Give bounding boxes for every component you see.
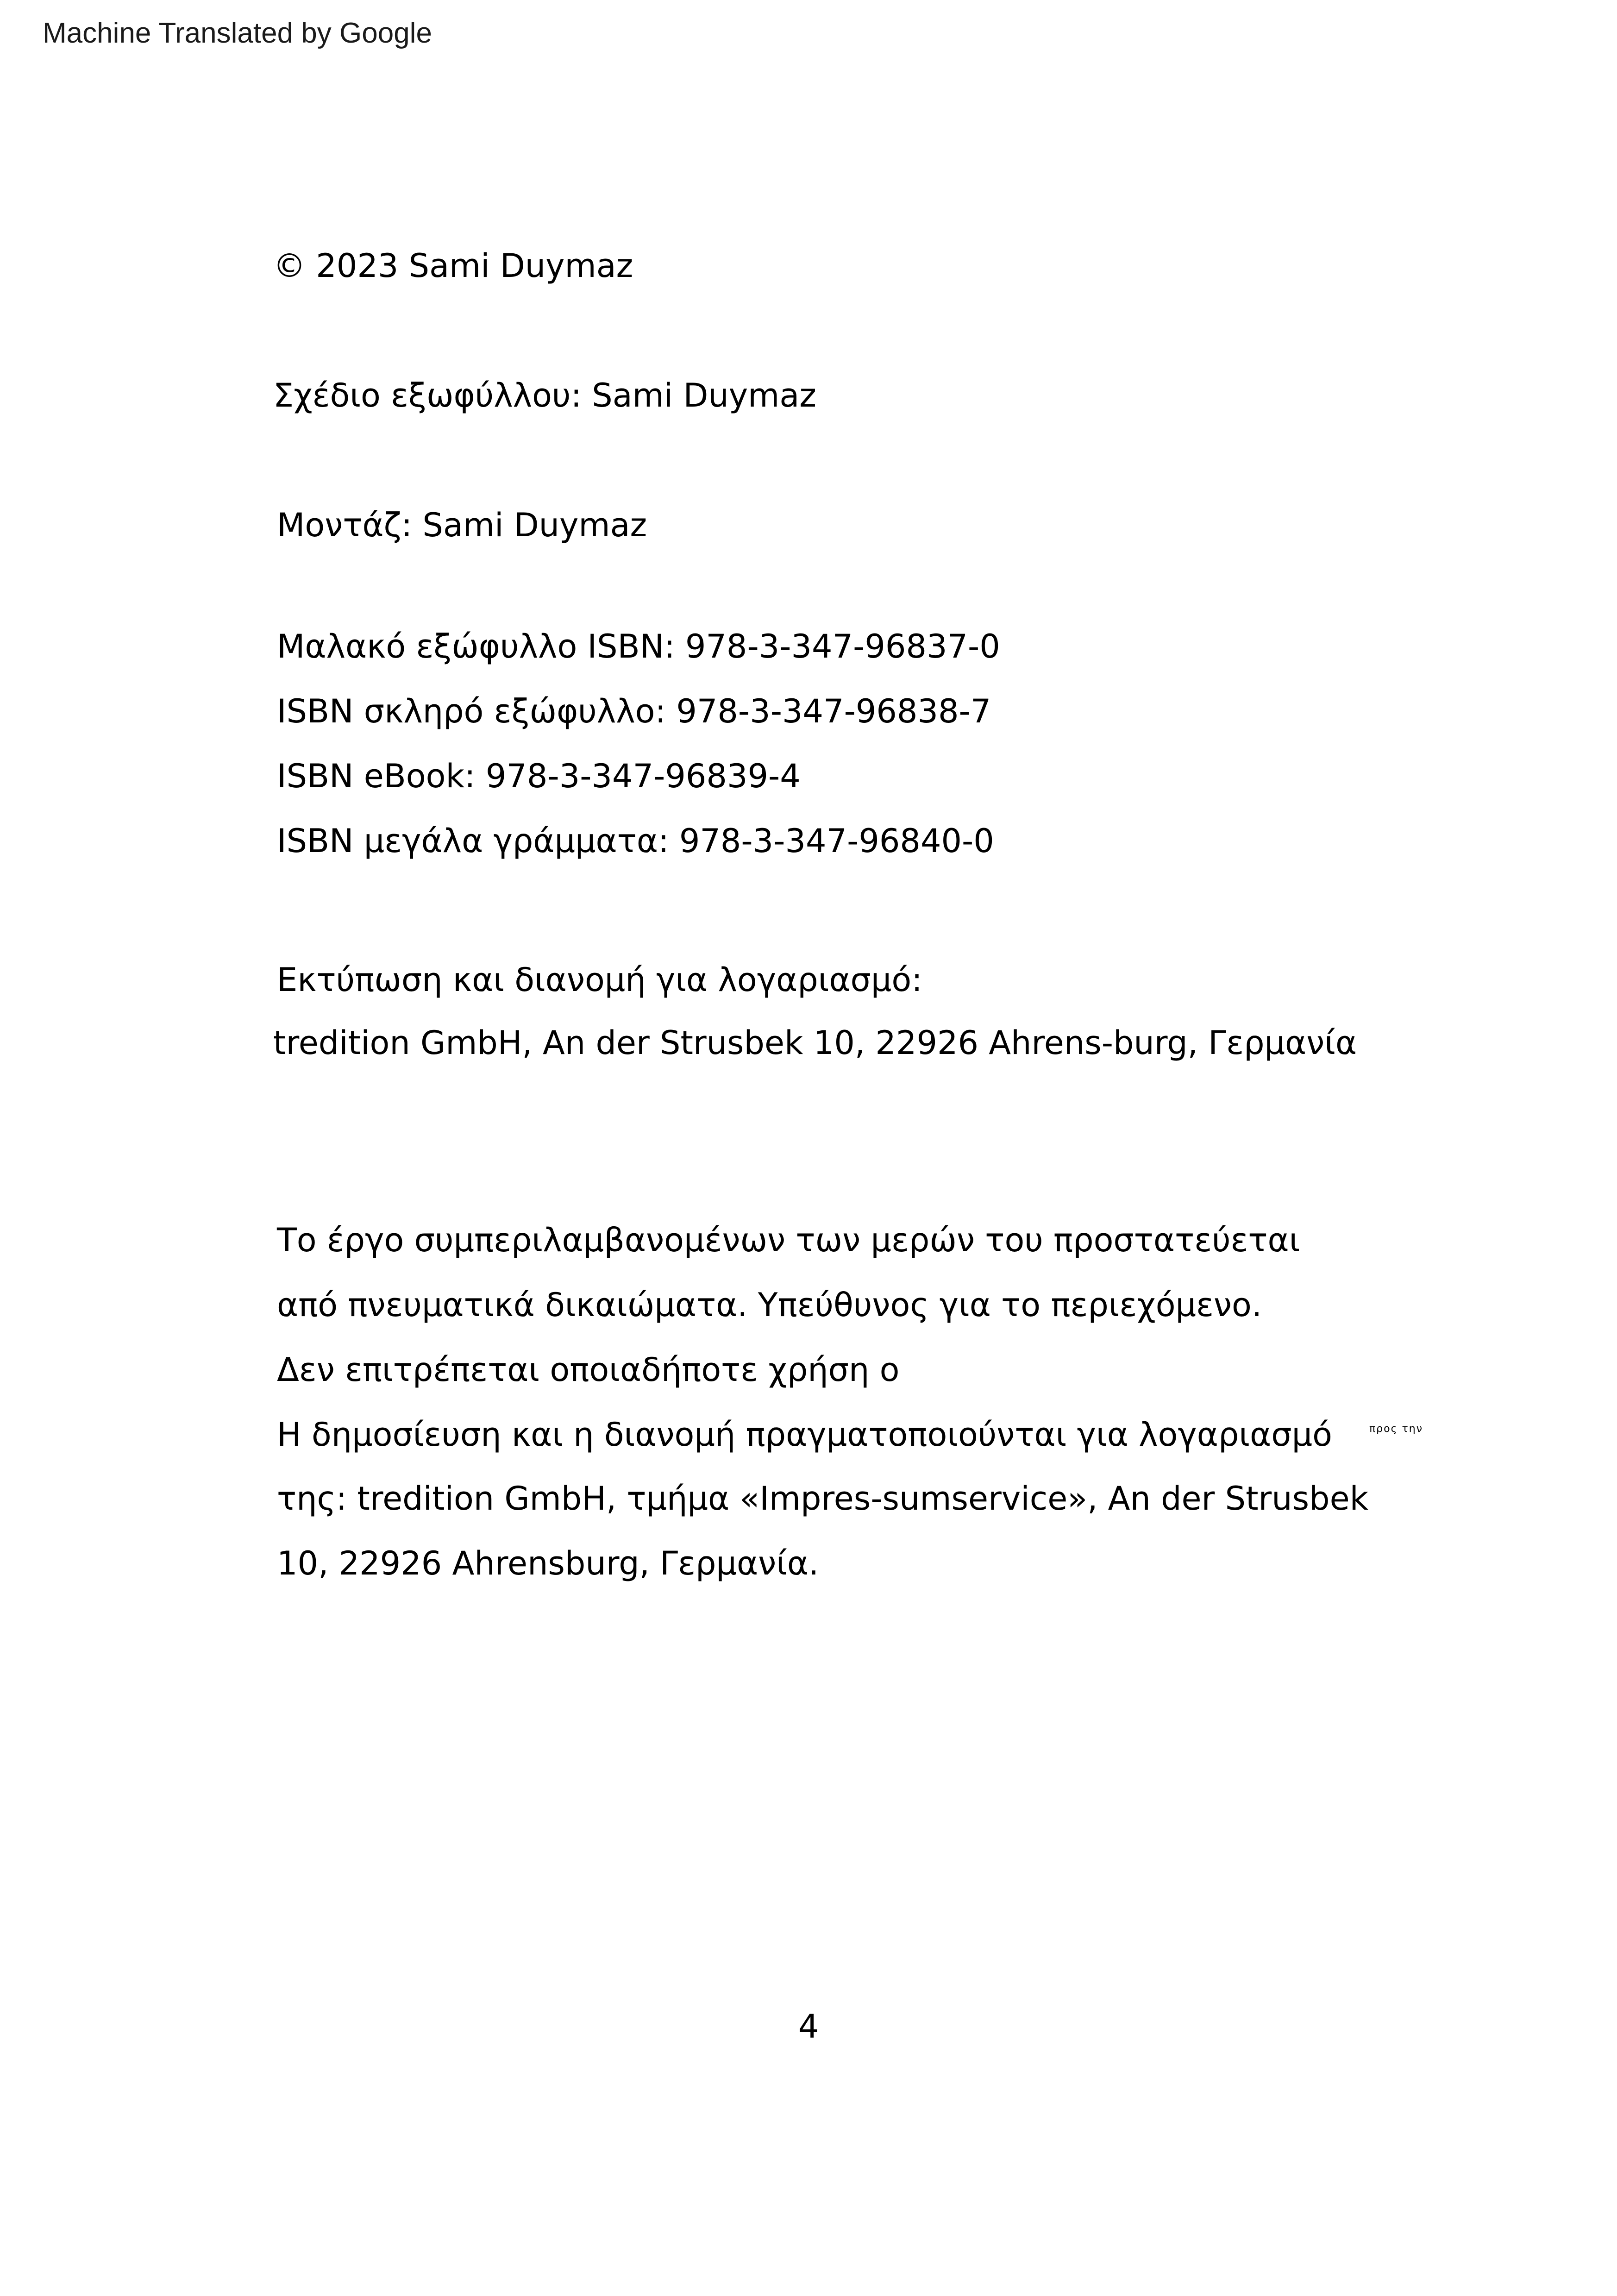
cover-design-credit: Σχέδιο εξωφύλλου: Sami Duymaz	[273, 376, 817, 414]
translation-notice: Machine Translated by Google	[43, 17, 432, 49]
rights-line-3: Δεν επιτρέπεται οποιαδήποτε χρήση ο	[277, 1351, 900, 1389]
rights-line-4	[277, 1415, 1423, 1454]
page-number: 4	[798, 2007, 819, 2045]
isbn-hardcover: ISBN σκληρό εξώφυλλο: 978-3-347-96838-7	[277, 692, 991, 730]
rights-line-6: 10, 22926 Ahrensburg, Γερμανία.	[277, 1544, 819, 1582]
copyright-line: © 2023 Sami Duymaz	[273, 247, 633, 285]
editing-credit: Μοντάζ: Sami Duymaz	[277, 506, 647, 544]
rights-line-4-text: Η δημοσίευση και η διανομή πραγματοποιούνται για λογαριασμό	[277, 1416, 1332, 1454]
printing-address: tredition GmbH, An der Strusbek 10, 22926 Ahrens-burg, Γερμανία	[273, 1024, 1357, 1062]
rights-line-2: από πνευματικά δικαιώματα. Υπεύθυνος για το περιεχόμενο.	[277, 1286, 1262, 1324]
small-note: προς την	[1369, 1423, 1423, 1435]
isbn-ebook: ISBN eBook: 978-3-347-96839-4	[277, 757, 801, 795]
rights-line-1: Το έργο συμπεριλαμβανομένων των μερών του προστατεύεται	[277, 1221, 1300, 1259]
rights-line-5: της: tredition GmbH, τμήμα «Impres-sumservice», An der Strusbek	[277, 1480, 1369, 1518]
isbn-large-print: ISBN μεγάλα γράμματα: 978-3-347-96840-0	[277, 822, 994, 860]
isbn-softcover: Μαλακό εξώφυλλο ISBN: 978-3-347-96837-0	[277, 627, 1000, 665]
printing-heading: Εκτύπωση και διανομή για λογαριασμό:	[277, 961, 922, 999]
